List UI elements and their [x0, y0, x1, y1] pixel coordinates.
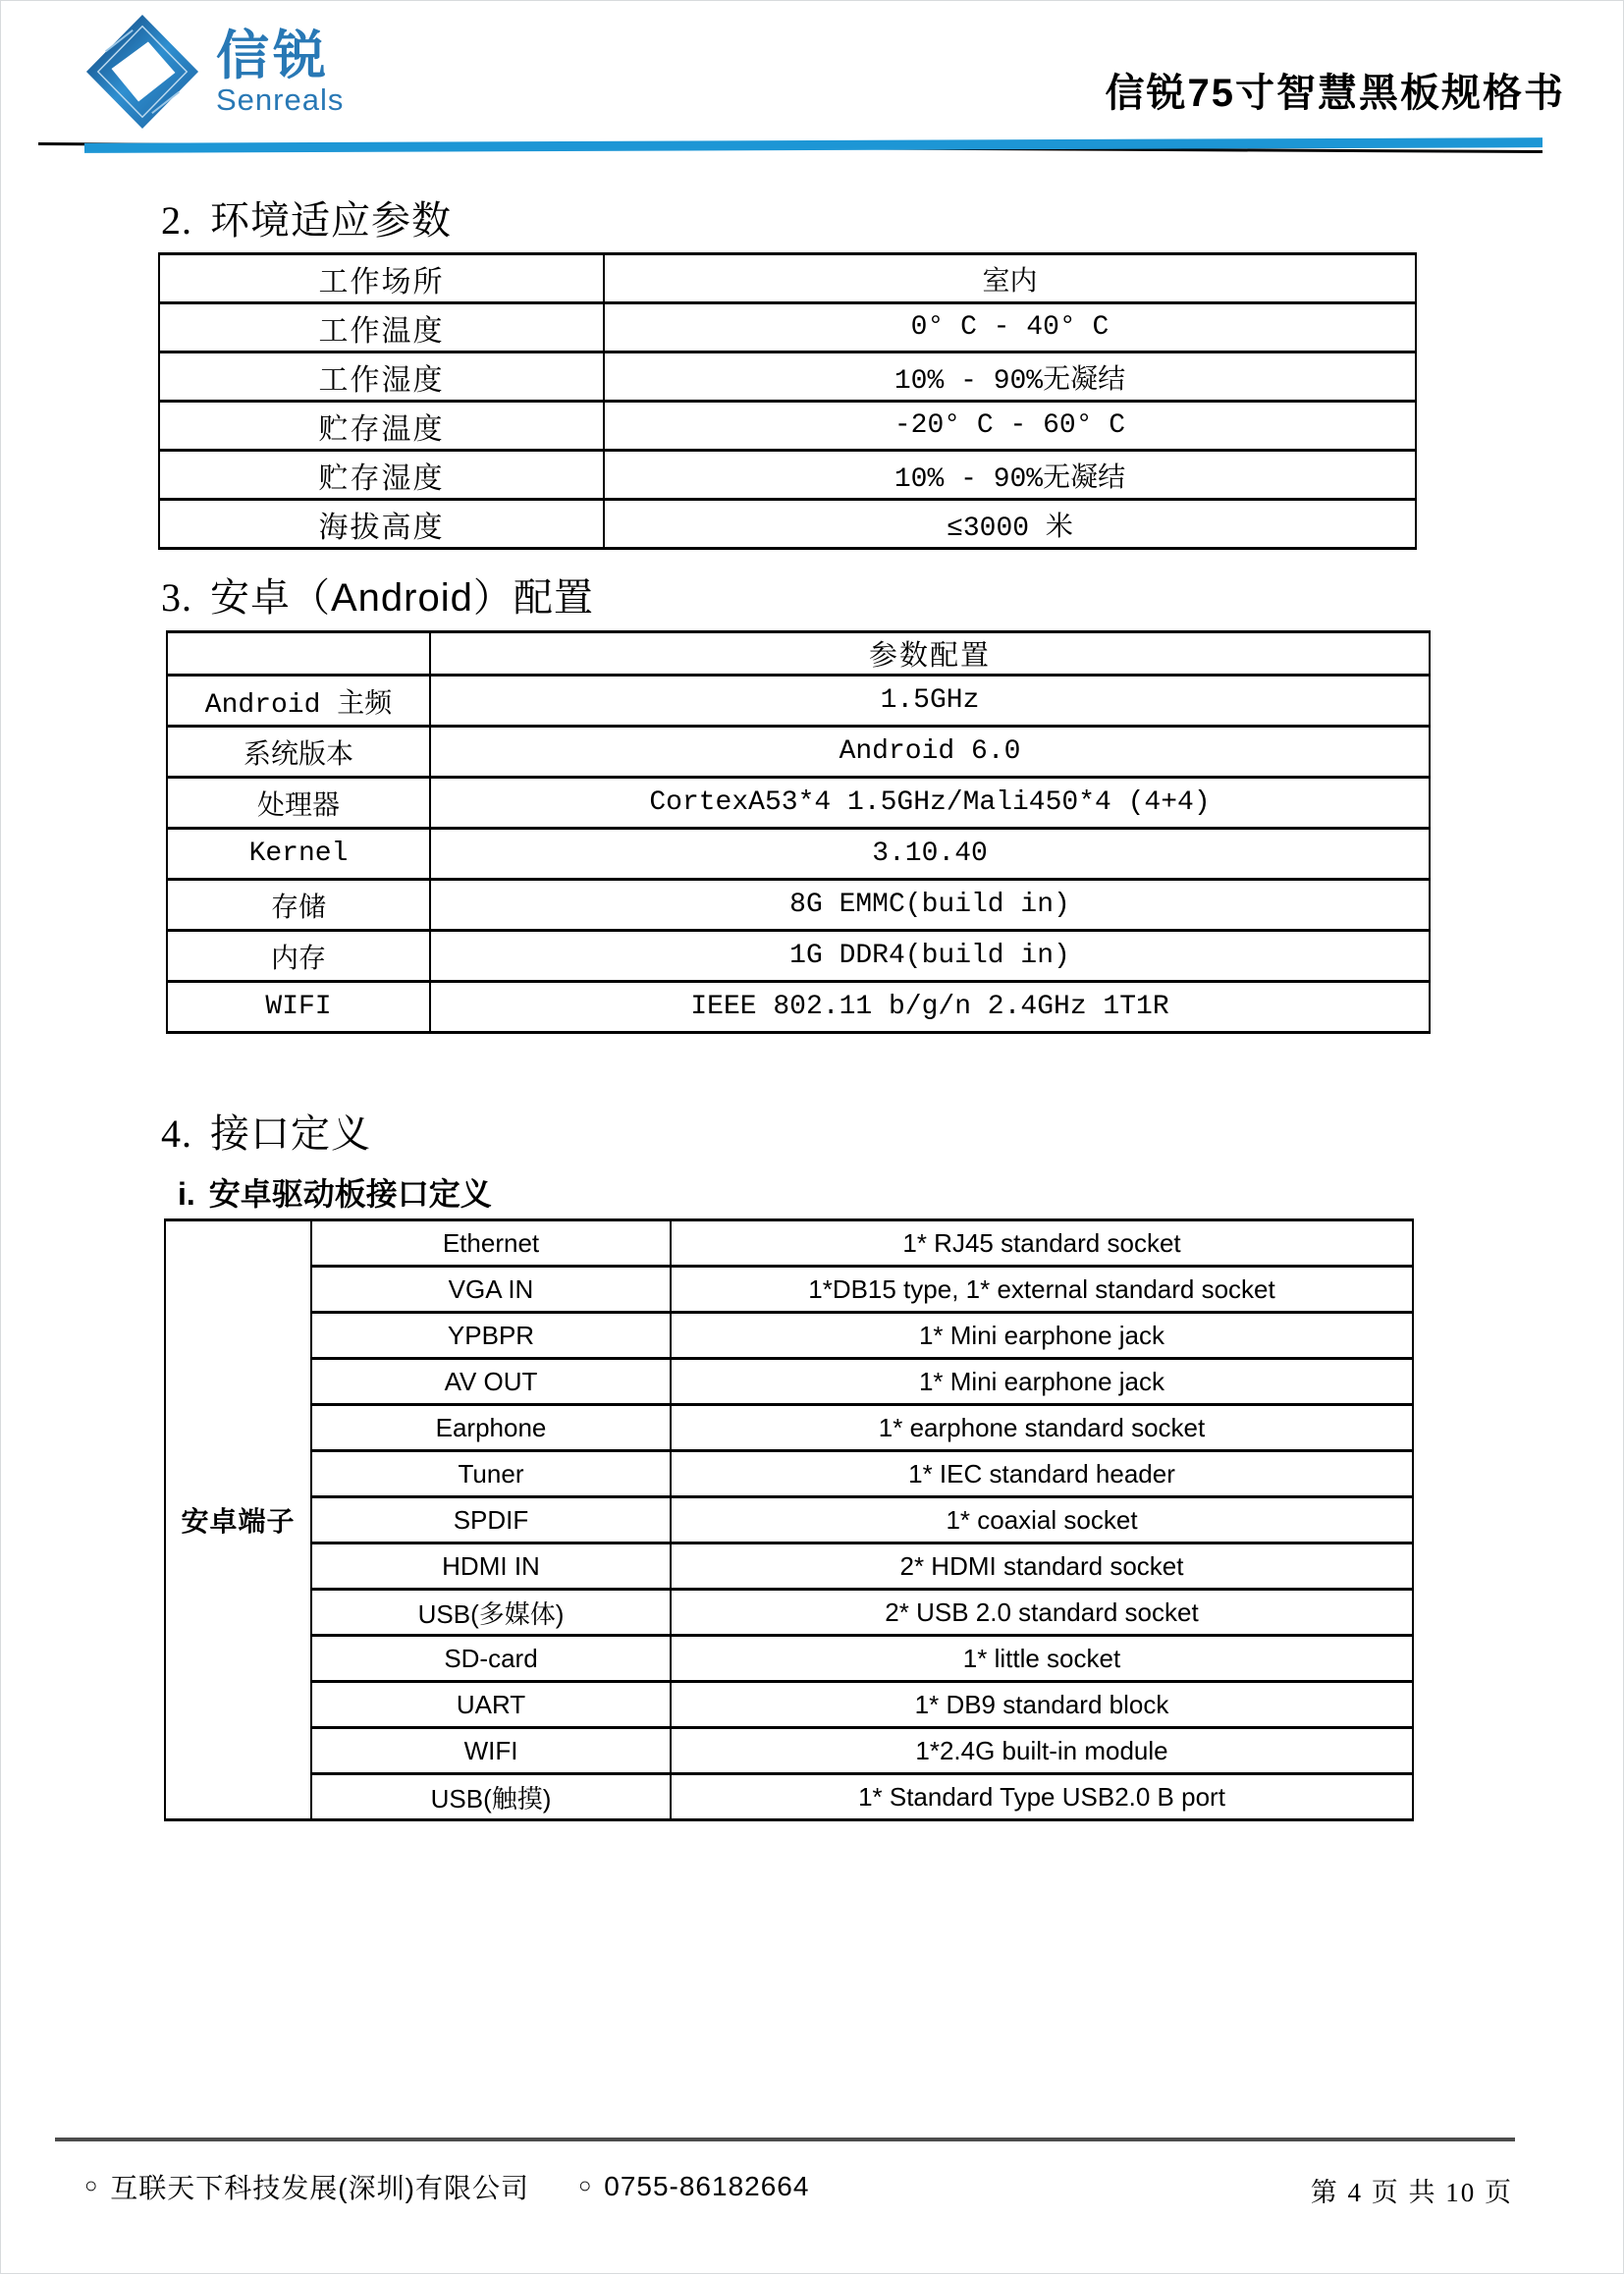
table-row: [167, 676, 1430, 727]
table-row: [159, 254, 1416, 303]
interface-desc: 1* RJ45 standard socket: [671, 1220, 1413, 1267]
table-row: [159, 402, 1416, 451]
section-title: 环境适应参数: [210, 199, 452, 243]
interface-port: WIFI: [311, 1728, 671, 1774]
interface-desc: 2* USB 2.0 standard socket: [671, 1590, 1413, 1636]
subsection-number: i.: [178, 1176, 195, 1212]
android-header-config: 参数配置: [430, 632, 1430, 676]
section-heading-interface: [161, 1103, 371, 1159]
diamond-logo-icon: [84, 13, 200, 131]
interface-desc: 1* Mini earphone jack: [671, 1313, 1413, 1359]
table-row: [165, 1497, 1413, 1543]
footer-page-number: 第 4 页 共 10 页: [1310, 2178, 1513, 2207]
subsection-title: 安卓驱动板接口定义: [208, 1176, 492, 1212]
table-row: [165, 1267, 1413, 1313]
env-param-value: 10% - 90%无凝结: [604, 352, 1416, 402]
env-param-value: 10% - 90%无凝结: [604, 451, 1416, 500]
interface-port: Earphone: [311, 1405, 671, 1451]
company-logo: [84, 11, 350, 133]
interface-port: SD-card: [311, 1636, 671, 1682]
table-row: [159, 451, 1416, 500]
footer-phone-number: 0755-86182664: [604, 2171, 810, 2201]
interface-table: [164, 1218, 1414, 1821]
table-row: [165, 1359, 1413, 1405]
table-row: [167, 727, 1430, 778]
interface-desc: 1* Mini earphone jack: [671, 1359, 1413, 1405]
interface-port: USB(触摸): [311, 1774, 671, 1820]
android-param-label: 系统版本: [167, 727, 430, 778]
env-param-label: 工作场所: [159, 254, 604, 303]
interface-port: Tuner: [311, 1451, 671, 1497]
android-param-label: 内存: [167, 931, 430, 982]
document-title: 信锐75寸智慧黑板规格书: [1105, 72, 1565, 115]
table-row: [159, 352, 1416, 402]
table-row: [167, 880, 1430, 931]
interface-desc: 1*DB15 type, 1* external standard socket: [671, 1267, 1413, 1313]
interface-port: UART: [311, 1682, 671, 1728]
env-param-value: ≤3000 米: [604, 500, 1416, 549]
env-param-label: 工作湿度: [159, 352, 604, 402]
section-number: 2.: [161, 198, 192, 243]
interface-desc: 1*2.4G built-in module: [671, 1728, 1413, 1774]
interface-desc: 1* earphone standard socket: [671, 1405, 1413, 1451]
env-param-value: 室内: [604, 254, 1416, 303]
section-title: 安卓（Android）配置: [210, 576, 594, 620]
section-number: 4.: [161, 1111, 192, 1156]
interface-port: Ethernet: [311, 1220, 671, 1267]
android-config-table: [166, 630, 1431, 1034]
env-param-value: 0° C - 40° C: [604, 303, 1416, 352]
table-row: [165, 1220, 1413, 1267]
android-param-value: 3.10.40: [430, 829, 1430, 880]
interface-port: YPBPR: [311, 1313, 671, 1359]
interface-desc: 1* coaxial socket: [671, 1497, 1413, 1543]
interface-desc: 1* little socket: [671, 1636, 1413, 1682]
interface-port: SPDIF: [311, 1497, 671, 1543]
section-title: 接口定义: [210, 1112, 371, 1156]
circle-bullet-icon: ○: [84, 2173, 99, 2197]
android-param-value: 1G DDR4(build in): [430, 931, 1430, 982]
table-header-row: [167, 632, 1430, 676]
table-row: [165, 1590, 1413, 1636]
section-number: 3.: [161, 575, 192, 620]
table-row: [167, 778, 1430, 829]
interface-desc: 2* HDMI standard socket: [671, 1543, 1413, 1590]
table-row: [167, 982, 1430, 1033]
table-row: [167, 931, 1430, 982]
table-row: [165, 1682, 1413, 1728]
env-param-label: 工作温度: [159, 303, 604, 352]
table-row: [165, 1313, 1413, 1359]
logo-en-text: Senreals: [216, 81, 345, 117]
env-params-table: [158, 252, 1417, 550]
interface-group-label: 安卓端子: [165, 1220, 311, 1820]
android-param-value: 1.5GHz: [430, 676, 1430, 727]
interface-port: USB(多媒体): [311, 1590, 671, 1636]
table-row: [159, 303, 1416, 352]
table-row: [165, 1543, 1413, 1590]
table-row: [165, 1636, 1413, 1682]
env-param-label: 贮存湿度: [159, 451, 604, 500]
android-param-value: 8G EMMC(build in): [430, 880, 1430, 931]
table-row: [165, 1405, 1413, 1451]
android-header-empty: [167, 632, 430, 676]
section-heading-env: [161, 190, 452, 245]
env-param-label: 贮存温度: [159, 402, 604, 451]
android-param-label: WIFI: [167, 982, 430, 1033]
android-param-label: Android 主频: [167, 676, 430, 727]
logo-zh-text: 信锐: [216, 26, 330, 85]
interface-desc: 1* IEC standard header: [671, 1451, 1413, 1497]
footer-company-info: [84, 2167, 809, 2206]
android-param-label: 存储: [167, 880, 430, 931]
interface-port: HDMI IN: [311, 1543, 671, 1590]
interface-desc: 1* DB9 standard block: [671, 1682, 1413, 1728]
android-param-label: 处理器: [167, 778, 430, 829]
table-row: [159, 500, 1416, 549]
interface-port: AV OUT: [311, 1359, 671, 1405]
table-row: [167, 829, 1430, 880]
env-param-label: 海拔高度: [159, 500, 604, 549]
footer-divider: [55, 2138, 1515, 2141]
android-param-value: CortexA53*4 1.5GHz/Mali450*4 (4+4): [430, 778, 1430, 829]
env-param-value: -20° C - 60° C: [604, 402, 1416, 451]
table-row: [165, 1774, 1413, 1820]
interface-port: VGA IN: [311, 1267, 671, 1313]
table-row: [165, 1451, 1413, 1497]
android-param-value: Android 6.0: [430, 727, 1430, 778]
android-param-value: IEEE 802.11 b/g/n 2.4GHz 1T1R: [430, 982, 1430, 1033]
footer-company-name: 互联天下科技发展(深圳)有限公司: [110, 2173, 529, 2203]
android-param-label: Kernel: [167, 829, 430, 880]
subsection-heading-android-board: [178, 1169, 492, 1215]
interface-desc: 1* Standard Type USB2.0 B port: [671, 1774, 1413, 1820]
circle-bullet-icon: ○: [577, 2173, 593, 2197]
section-heading-android: [161, 567, 594, 623]
table-row: [165, 1728, 1413, 1774]
